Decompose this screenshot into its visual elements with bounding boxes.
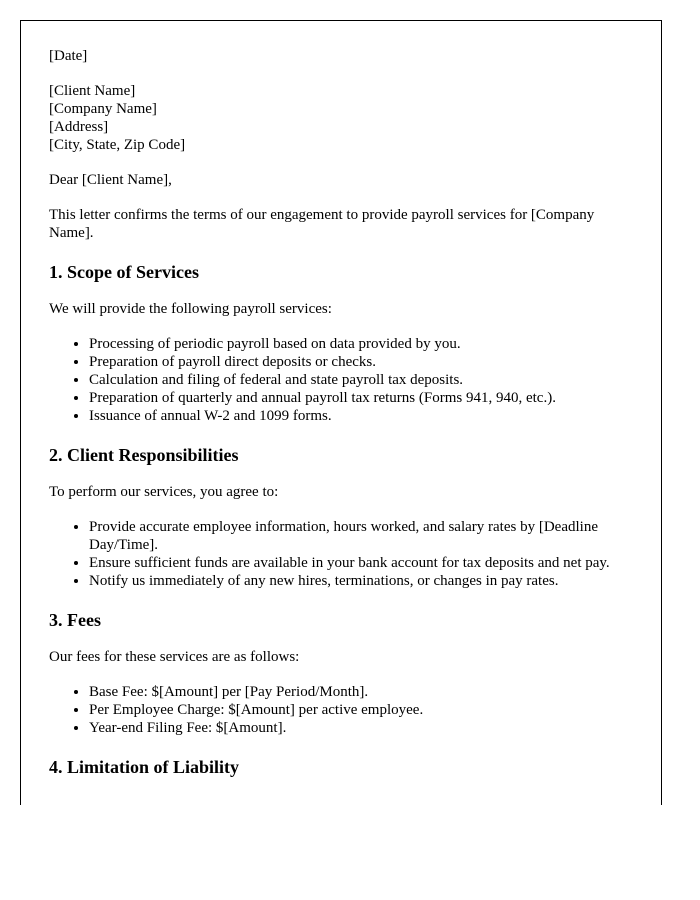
list-item: • Preparation of quarterly and annual payroll tax returns (Forms 941, 940, etc.).	[89, 389, 633, 407]
list-item: • Calculation and filing of federal and state payroll tax deposits.	[89, 371, 633, 389]
list-item: • Processing of periodic payroll based on data provided by you.	[89, 335, 633, 353]
section-heading-responsibilities: 2. Client Responsibilities	[49, 445, 239, 465]
list-item: • Provide accurate employee information, hours worked, and salary rates by [Deadline Day/Time].	[89, 518, 633, 554]
address-city-state-zip: [City, State, Zip Code]	[49, 137, 186, 153]
responsibilities-list	[49, 518, 633, 590]
list-item: • Year-end Filing Fee: $[Amount].	[89, 719, 633, 737]
list-item: • Per Employee Charge: $[Amount] per active employee.	[89, 701, 633, 719]
list-item: • Preparation of payroll direct deposits or checks.	[89, 353, 633, 371]
section-heading-scope: 1. Scope of Services	[49, 262, 199, 282]
section-lead-fees: Our fees for these services are as follows:	[49, 649, 300, 665]
intro-paragraph: This letter confirms the terms of our engagement to provide payroll services for [Company Name].	[49, 207, 595, 241]
list-item: • Notify us immediately of any new hires, terminations, or changes in pay rates.	[89, 572, 633, 590]
letter-content	[21, 21, 661, 778]
recipient-address	[49, 82, 633, 154]
address-client-name: [Client Name]	[49, 83, 136, 99]
letter-page	[20, 20, 662, 805]
section-lead-responsibilities: To perform our services, you agree to:	[49, 484, 279, 500]
list-item: • Ensure sufficient funds are available in your bank account for tax deposits and net pay.	[89, 554, 633, 572]
scope-list	[49, 335, 633, 425]
list-item: • Issuance of annual W-2 and 1099 forms.	[89, 407, 633, 425]
section-heading-liability: 4. Limitation of Liability	[49, 757, 240, 777]
address-street: [Address]	[49, 119, 109, 135]
address-company-name: [Company Name]	[49, 101, 157, 117]
greeting: Dear [Client Name],	[49, 172, 172, 188]
letter-date: [Date]	[49, 48, 88, 64]
fees-list	[49, 683, 633, 737]
section-heading-fees: 3. Fees	[49, 610, 101, 630]
section-lead-scope: We will provide the following payroll services:	[49, 301, 332, 317]
list-item: • Base Fee: $[Amount] per [Pay Period/Month].	[89, 683, 633, 701]
